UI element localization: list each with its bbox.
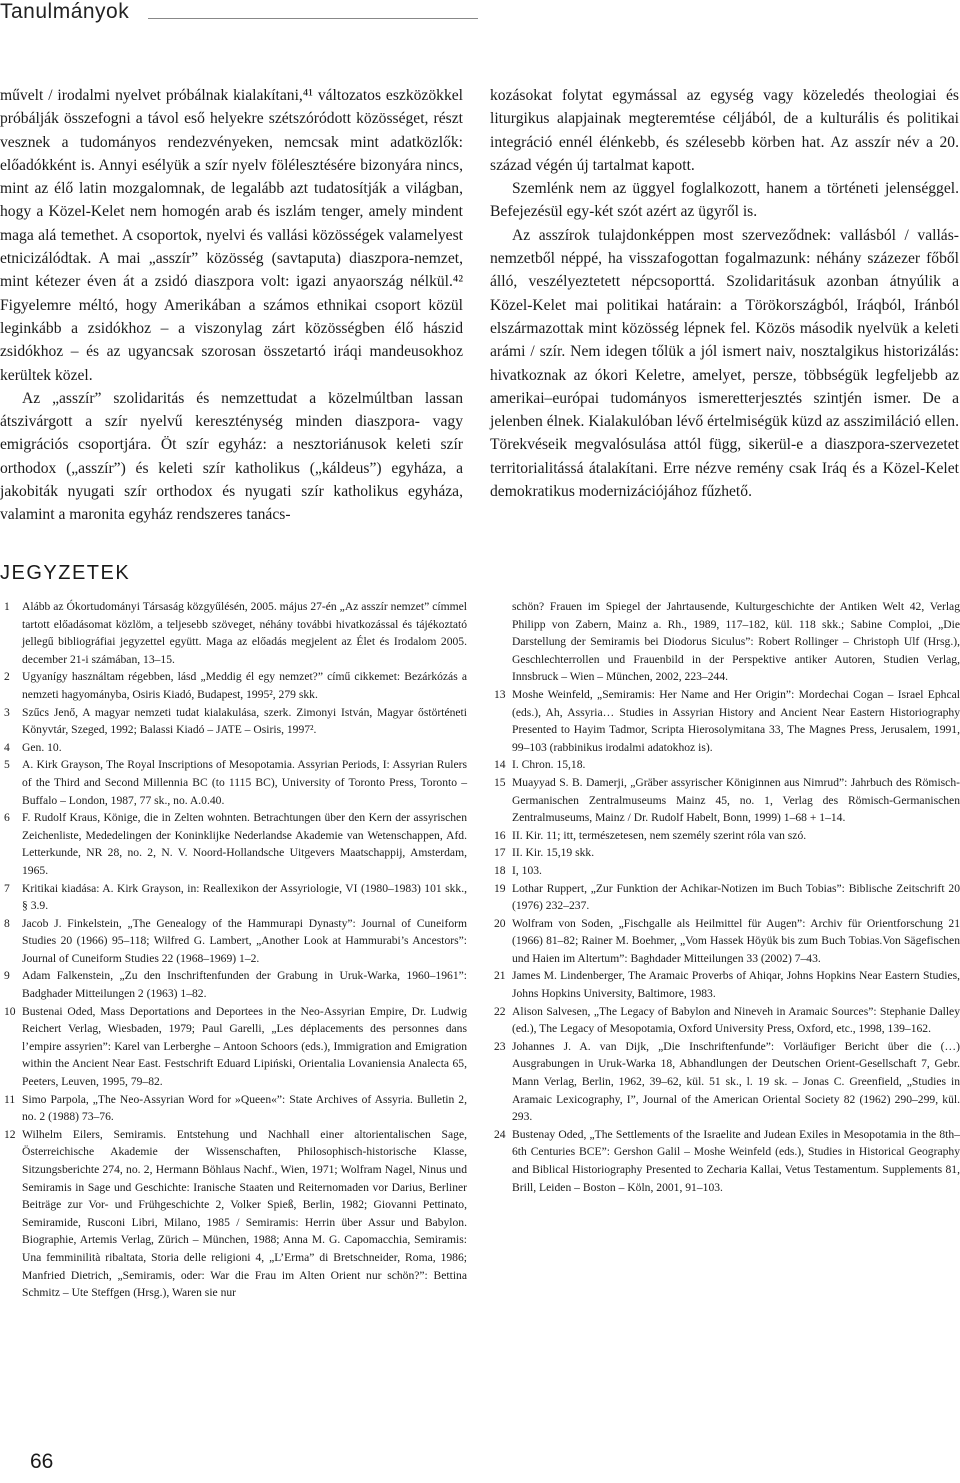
footnote — [0, 809, 467, 879]
footnote-number: 3 — [4, 705, 10, 719]
footnote-text: Adam Falkenstein, „Zu den Inschriftenfunden der Grabung in Uruk-Warka, 1960–1961”: Badghader Mitteilungen 2 (1963) 1–82. — [22, 969, 467, 1001]
footnote-text: II. Kir. 15,19 skk. — [512, 846, 595, 860]
footnote — [490, 756, 960, 774]
footnote-text: I. Chron. 15,18. — [512, 758, 586, 772]
footnote-text: Alább az Ókortudományi Társaság közgyűlésén, 2005. május 27-én „Az asszír nemzet” címmel tartott előadásomat közlöm, a teljesebb szöveget, néhány további hivatkozással és tájékoztató jellegű bibliográfiai jegyzettel együtt. Maga az előadás megjelent az Élet és Irodalom 2005. december 21-i számában, 13–15. — [22, 600, 467, 666]
section-header: Tanulmányok — [0, 0, 130, 23]
footnote-text: Gen. 10. — [22, 740, 62, 754]
footnote-text: James M. Lindenberger, The Aramaic Proverbs of Ahiqar, Johns Hopkins Near Eastern Studies, Johns Hopkins University, Baltimore, 1983. — [512, 969, 960, 1001]
footnote-text: Bustenay Oded, „The Settlements of the Israelite and Judean Exiles in Mesopotamia in the 8th–6th Centuries BCE”: Gershon Galil – Moshe Weinfeld (eds.), Studies in Historical Geography and Biblical Historiography Presented to Zecharia Kallai, Vetus Testamentum. Supplements 81, Brill, Leiden – Boston – Köln, 2001, 91–103. — [512, 1127, 960, 1194]
footnote — [0, 668, 467, 703]
notes-heading: JEGYZETEK — [0, 562, 131, 584]
footnote-number: 4 — [4, 740, 10, 754]
footnote-text: Bustenai Oded, Mass Deportations and Deportees in the Neo-Assyrian Empire, Dr. Ludwig Reichert Verlag, Wiesbaden, 1979; Paul Garelli, „Les déplacements des personnes dans l’empire assyrien”: Karel van Lerberghe – Antoon Schoors (eds.), Immigration and Emigration within the Ancient Near East. Festschrift Eduard Lipiński, Orientalia Lovaniensia Analecta 65, Peeters, Leuven, 1995, 79–82. — [22, 1004, 467, 1089]
footnote-number: 5 — [4, 758, 10, 772]
body-column-left — [0, 84, 463, 527]
footnote-number: 14 — [494, 758, 506, 772]
footnote-text: II. Kir. 11; itt, természetesen, nem személy szerint róla van szó. — [512, 828, 807, 842]
footnote-number: 6 — [4, 811, 10, 825]
footnote — [490, 1003, 960, 1038]
footnote — [490, 827, 960, 845]
footnote-number: 12 — [4, 1127, 16, 1141]
body-paragraph: Az „asszír” szolidaritás és nemzettudat a közelmúltban lassan átszivárgott a szír nyelvű kereszténység minden diaszpora- vagy emigrációs csoportjára. Öt szír egyház: a nesztoriánusok keleti szír orthodox („asszír”) és keleti szír katholikus („káldeus”) egyháza, a jakobiták nyugati szír orthodox és nyugati szír katholikus egyháza, valamint a maronita egyház rendszeres tanács- — [0, 389, 463, 524]
footnote-text: Lothar Ruppert, „Zur Funktion der Achikar-Notizen im Buch Tobias”: Biblische Zeitschrift 20 (1976) 232–237. — [512, 881, 960, 913]
footnote-number: 15 — [494, 775, 506, 789]
footnote — [0, 739, 467, 757]
footnote-text: Johannes J. A. van Dijk, „Die Inschriftenfunde”: Vorläufiger Bericht über die (…) Ausgrabungen in Uruk-Warka 18, Abhandlungen der Deutschen Orient-Gesellschaft 7, Gebr. Mann Verlag, Berlin, 1962, 39–62, kül. 51 sk., l. 19 sk. – Jonas C. Greenfield, „Studies in Aramaic Lexicography, I”, Journal of the American Oriental Society 82 (1962) 290–299, kül. 293. — [512, 1039, 960, 1124]
footnote — [0, 1126, 467, 1302]
footnote-number: 13 — [494, 687, 506, 701]
footnote-number: 1 — [4, 600, 10, 613]
footnote-number: 23 — [494, 1039, 506, 1053]
footnote-number: 22 — [494, 1004, 506, 1018]
footnote-number: 24 — [494, 1127, 506, 1141]
footnote — [490, 686, 960, 756]
footnote-number: 7 — [4, 881, 10, 895]
footnote — [0, 967, 467, 1002]
footnote-text: Ugyanígy használtam régebben, lásd „Meddig él egy nemzet?” című cikkemet: Bezárkózás a nemzeti hagyományba, Osiris Kiadó, Budapest, 1995², 279 skk. — [22, 670, 467, 701]
footnote — [490, 844, 960, 862]
footnote — [490, 1126, 960, 1196]
footnote-number: 9 — [4, 969, 10, 983]
footnote — [0, 1091, 467, 1126]
footnote-number: 16 — [494, 828, 506, 842]
footnote-number: 11 — [4, 1092, 16, 1106]
footnote-text: Szűcs Jenő, A magyar nemzeti tudat kialakulása, szerk. Zimonyi István, Magyar őstörténeti Könyvtár, Szeged, 1992; Balassi Kiadó – JATE – Osiris, 1997². — [22, 705, 467, 737]
footnote-text: Wilhelm Eilers, Semiramis. Entstehung und Nachhall einer altorientalischen Sage, Österreichische Akademie der Wissenschaften, Philosophisch-historische Klasse, Sitzungsberichte 274, no. 2, Hermann Böhlaus Nachf., Wien, 1971; Wolfram Nagel, Ninus und Semiramis in Sage und Geschichte: Iranische Staaten und Reiternomaden vor Darius, Berliner Beiträge zur Vor- und Frühgeschichte 2, Volker Spieß, Berlin, 1982; Giovanni Pettinato, Semiramide, Rusconi Libri, Milano, 1985 / Semiramis: Herrin über Assur und Babylon. Biographie, Artemis Verlag, Zürich – München, 1988; Anna M. G. Capomacchia, Semiramis: Una femminilità ribaltata, Storia delle religioni 4, „L’Erma” di Bretschneider, Roma, 1986; Manfried Dietrich, „Semiramis, oder: War die Frau im Alten Orient nur schön?”: Bettina Schmitz – Ute Steffgen (Hrsg.), Waren sie nur — [22, 1127, 467, 1300]
footnote-number: 19 — [494, 881, 506, 895]
body-paragraph: művelt / irodalmi nyelvet próbálnak kialakítani,⁴¹ változatos eszközökkel próbálják összefogni a távol eső helyekre szétszóródott közösséget, részt vesznek a tudományos rendezvényeken, nemcsak mint adatközlők: előadókként is. Annyi esélyük a szír nyelv fölélesztésére bizonyára nincs, mint az élő latin mozgalomnak, de legalább azt tudatosítják a világban, hogy a Közel-Kelet nem homogén arab és iszlám tenger, amely mindent maga alá temethet. A csoportok, nyelvi és vallási közösségek valamelyest etnicizálódtak. A mai „asszír” közösség (savtaputa) diaszpora-nemzet, mint kétezer éven át a zsidó diaszpora volt: igazi anyaország nélkül.⁴² Figyelemre méltó, hogy Amerikában a számos ethnikai csoport közül leginkább a zsidókhoz – a viszonylag zárt közösségben élő hászid zsidókhoz – és az ugyancsak szorosan összetartó iráqi mandeusokhoz kerültek közel. — [0, 87, 463, 384]
footnote-text: Jacob J. Finkelstein, „The Genealogy of the Hammurapi Dynasty”: Journal of Cuneiform Studies 20 (1966) 95–118; Wilfred G. Lambert, „Another Look at Hammurabi’s Ancestors”: Journal of Cuneiform Studies 22 (1968–1969) 1–2. — [22, 916, 467, 965]
footnote — [0, 880, 467, 915]
footnote — [490, 915, 960, 968]
body-column-right — [490, 84, 959, 503]
footnote — [490, 1038, 960, 1126]
footnote — [0, 704, 467, 739]
footnote — [0, 598, 467, 668]
footnote — [0, 915, 467, 968]
footnote-text: Moshe Weinfeld, „Semiramis: Her Name and Her Origin”: Mordechai Cogan – Israel Ephcal (eds.), Ah, Assyria… Studies in Assyrian History and Ancient Near Eastern Historiography Presented to Hayim Tadmor, Scripta Hierosolymitana 33, The Magnes Press, Jerusalem, 1991, 99–103 (rabbinikus irodalmi adatokhoz is). — [512, 687, 960, 754]
notes-column-right — [490, 598, 960, 1196]
footnote-continuation — [490, 598, 960, 686]
footnote — [0, 1003, 467, 1091]
footnote-text: Muayyad S. B. Damerji, „Gräber assyrischer Königinnen aus Nimrud”: Jahrbuch des Römisch-Germanischen Zentralmuseums Mainz 45, no. 1, Verlag des Römisch-Germanischen Zentralmuseums, Mainz / Dr. Rudolf Habelt, Bonn, 1999) 1–68 + 1–14. — [512, 775, 960, 825]
footnote-number: 2 — [4, 670, 10, 684]
footnote-text: Alison Salvesen, „The Legacy of Babylon and Nineveh in Aramaic Sources”: Stephanie Dalley (ed.), The Legacy of Mesopotamia, Oxford University Press, Oxford, etc., 1998, 139–162. — [512, 1004, 960, 1036]
header-rule — [148, 18, 478, 19]
footnote-text: I, 103. — [512, 863, 542, 877]
footnote-text: Kritikai kiadása: A. Kirk Grayson, in: Reallexikon der Assyriologie, VI (1980–1983) 101 skk., § 3.9. — [22, 881, 467, 913]
footnote — [490, 880, 960, 915]
footnote — [0, 756, 467, 809]
footnote-text: F. Rudolf Kraus, Könige, die in Zelten wohnten. Betrachtungen über den Kern der assyrischen Zeichenliste, Mededelingen der Koninklijke Nederlandse Akademie van Wetenschappen, Afd. Letterkunde, NR 28, no. 2, N. V. Noord-Hollandsche Uitgevers Maatschappij, Amsterdam, 1965. — [22, 811, 467, 877]
footnote-number: 8 — [4, 916, 10, 930]
footnote-number: 18 — [494, 863, 506, 877]
body-paragraph: Szemlénk nem az üggyel foglalkozott, hanem a történeti jelenséggel. Befejezésül egy-két szót azért az ügyről is. — [490, 180, 959, 221]
footnote-number: 10 — [4, 1004, 16, 1018]
footnote — [490, 967, 960, 1002]
footnote — [490, 862, 960, 880]
footnote-text: Simo Parpola, „The Neo-Assyrian Word for »Queen«”: State Archives of Assyria. Bulletin 2, no. 2 (1988) 73–76. — [22, 1092, 467, 1124]
body-paragraph: kozásokat folytat egymással az egység vagy közeledés theologiai és liturgikus alapjainak megteremtése céljából, de a kulturális és politikai integráció ennél élénkebb, és szélesebb körben hat. Az asszír név a 20. század végén új tartalmat kapott. — [490, 87, 959, 174]
footnote-number: 21 — [494, 969, 506, 983]
footnote-text: Wolfram von Soden, „Fischgalle als Heilmittel für Augen”: Archiv für Orientforschung 21 (1966) 81–82; Rainer M. Boehmer, „Vom Hassek Höyük bis zum Buch Tobias.Von Sägefischen und Haien im Altertum”: Baghdader Mitteilungen 33 (2002) 7–43. — [512, 916, 960, 965]
notes-column-left — [0, 598, 467, 1302]
footnote — [490, 774, 960, 827]
footnote-number: 17 — [494, 846, 506, 860]
body-paragraph: Az asszírok tulajdonképpen most szerveződnek: vallásból / vallás-nemzetből néppé, ha visszafogottan fogalmazunk: néhány százezer főből álló, veszélyeztetett népcsoporttá. Szolidaritásuk azonban átnyúlik a Közel-Kelet mai politikai határain: a Törökországból, Iráqból, Iránból elszármazottak mint közösség lépnek fel. Közös második nyelvük a keleti arámi / szír. Nem idegen tőlük a jól ismert naiv, nosztalgikus historizálás: hivatkoznak az ókori Keletre, amelyet, persze, többségük legfeljebb az amerikai–európai tudományos ismeretterjesztés szintjén ismer. De a jelenben élnek. Kialakulóban lévő értelmiségük küzd az asszimiláció ellen. Törekvéseik megvalósulása attól függ, sikerül-e a diaszpora-szervezetet territorialitássá átalakítani. Erre nézve remény csak Iráq és a Közel-Kelet demokratikus modernizációjához fűzhető. — [490, 226, 959, 501]
page-number: 66 — [30, 1450, 54, 1473]
footnote-number: 20 — [494, 916, 506, 930]
footnote-text: A. Kirk Grayson, The Royal Inscriptions of Mesopotamia. Assyrian Periods, I: Assyrian Rulers of the Third and Second Millennia BC (to 1115 BC), University of Toronto Press, Toronto – Buffalo – London, 1987, 77 sk., no. A.0.40. — [22, 758, 467, 807]
footnote-text: schön? Frauen im Spiegel der Jahrtausende, Kulturgeschichte der Antiken Welt 42, Verlag Philipp von Zabern, Mainz a. Rh., 1989, 117–182, kül. 118 skk.; Sabine Comploi, „Die Darstellung der Semiramis bei Diodorus Siculus”: Robert Rollinger – Christoph Ulf (Hrsg.), Geschlechterrollen und Frauenbild in der Perspektive antiker Autoren, Studien Verlag, Innsbruck – Wien – München, 2002, 223–244. — [512, 600, 960, 684]
